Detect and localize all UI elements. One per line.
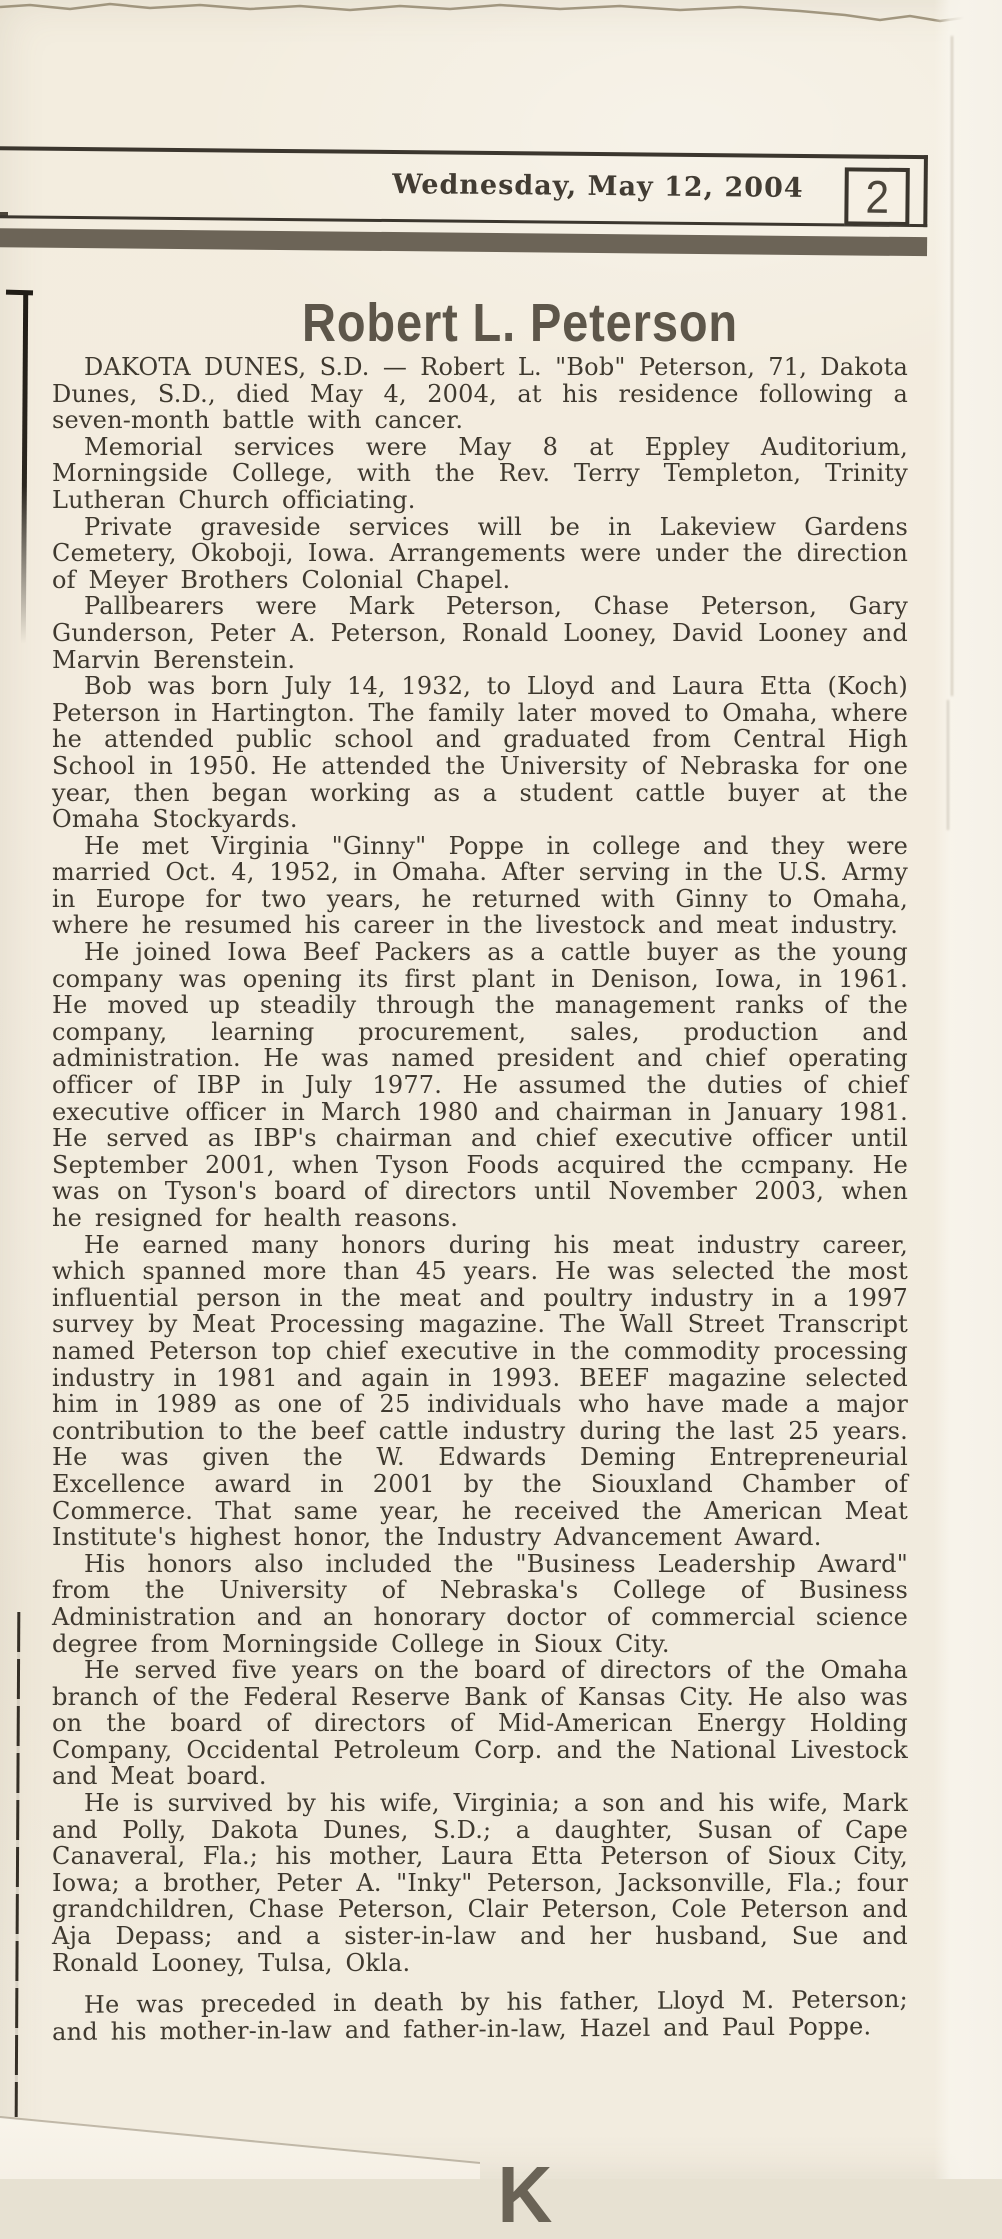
- torn-edge-top: [0, 0, 1002, 30]
- date-header-bar: [0, 146, 928, 227]
- fold-crease-line: [0, 2103, 480, 2179]
- page-fold-strip: [934, 0, 1002, 2179]
- partial-letter-next-clipping: K: [497, 2150, 553, 2239]
- obituary-paragraph-8: He earned many honors during his meat industry career, which spanned more than 45 years. He was selected the most influential person in the meat and poultry industry in a 1997 survey by Meat Processing magazine. The Wall Street Transcript named Peterson top chief executive in the commodity processing industry in 1981 and again in 1993. BEEF magazine selected him in 1989 as one of 25 individuals who have made a major contribution to the beef cattle industry during the last 25 years. He was given the W. Edwards Deming Entrepreneurial Excellence award in 2001 by the Siouxland Chamber of Commerce. That same year, he received the American Meat Institute's highest honor, the Industry Advancement Award.: [52, 1230, 908, 1552]
- obituary-paragraph-6: He met Virginia "Ginny" Poppe in college and they were married Oct. 4, 1952, in Omaha. After serving in the U.S. Army in Europe for two years, he returned with Ginny to Omaha, where he resumed his career in the livestock and meat industry.: [52, 831, 908, 940]
- corner-rule-mark: [6, 290, 33, 296]
- obituary-paragraph-2: Memorial services were May 8 at Eppley Auditorium, Morningside College, with the Rev. Terry Templeton, Trinity Lutheran Church officiating.: [52, 432, 908, 514]
- obituary-paragraph-5: Bob was born July 14, 1932, to Lloyd and Laura Etta (Koch) Peterson in Hartington. The family later moved to Omaha, where he attended public school and graduated from Central High School in 1950. He attended the University of Nebraska for one year, then began working as a student cattle buyer at the Omaha Stockyards.: [52, 672, 908, 834]
- obituary-paragraph-11: He is survived by his wife, Virginia; a son and his wife, Mark and Polly, Dakota Dunes, S.D.; a daughter, Susan of Cape Canaveral, Fla.; his mother, Laura Etta Peterson of Sioux City, Iowa; a brother, Peter A. "Inky" Peterson, Jacksonville, Fla.; four grandchildren, Chase Peterson, Clair Peterson, Cole Peterson and Aja Depass; and a sister-in-law and her husband, Sue and Ronald Looney, Tulsa, Okla.: [52, 1789, 908, 1977]
- divider-bar: [0, 228, 927, 256]
- obituary-paragraph-3: Private graveside services will be in Lakeview Gardens Cemetery, Okoboji, Iowa. Arrangements were under the direction of Meyer Brothers Colonial Chapel.: [52, 512, 908, 594]
- obituary-paragraph-9: His honors also included the "Business Leadership Award" from the University of Nebraska's College of Business Administration and an honorary doctor of commercial science degree from Morningside College in Sioux City.: [52, 1549, 908, 1658]
- masthead-strip: [0, 146, 928, 256]
- date-text: Wednesday, May 12, 2004: [392, 169, 804, 204]
- column-rule-fragment: [15, 1612, 21, 2117]
- obituary-paragraph-4: Pallbearers were Mark Peterson, Chase Peterson, Gary Gunderson, Peter A. Peterson, Ronald Looney, David Looney and Marvin Berenstein.: [52, 592, 908, 674]
- page-number-box: [844, 167, 910, 226]
- paper-crease: [947, 700, 949, 830]
- obituary-paragraph-7: He joined Iowa Beef Packers as a cattle buyer as the young company was opening its first plant in Denison, Iowa, in 1961. He moved up steadily through the management ranks of the company, learning procurement, sales, production and administration. He was named president and chief operating officer of IBP in July 1977. He assumed the duties of chief executive officer in March 1980 and chairman in January 1981. He served as IBP's chairman and chief executive officer until September 2001, when Tyson Foods acquired the ccmpany. He was on Tyson's board of directors until November 2003, when he resigned for health reasons.: [52, 938, 908, 1232]
- page-number: 2: [865, 170, 890, 223]
- obituary-paragraph-1: DAKOTA DUNES, S.D. — Robert L. "Bob" Peterson, 71, Dakota Dunes, S.D., died May 4, 2004, at his residence following a seven-month battle with cancer.: [52, 353, 908, 435]
- obituary-title: Robert L. Peterson: [302, 293, 738, 353]
- paper-crease: [951, 36, 953, 696]
- obituary-body: [52, 353, 908, 2046]
- obituary-paragraph-10: He served five years on the board of directors of the Omaha branch of the Federal Reserve Bank of Kansas City. He also was on the board of directors of Mid-American Energy Holding Company, Occidental Petroleum Corp. and the National Livestock and Meat board.: [52, 1656, 908, 1791]
- obituary-paragraph-12: He was preceded in death by his father, Lloyd M. Peterson; and his mother-in-law and father-in-law, Hazel and Paul Poppe.: [52, 1985, 908, 2046]
- corner-rule-mark: [21, 292, 28, 644]
